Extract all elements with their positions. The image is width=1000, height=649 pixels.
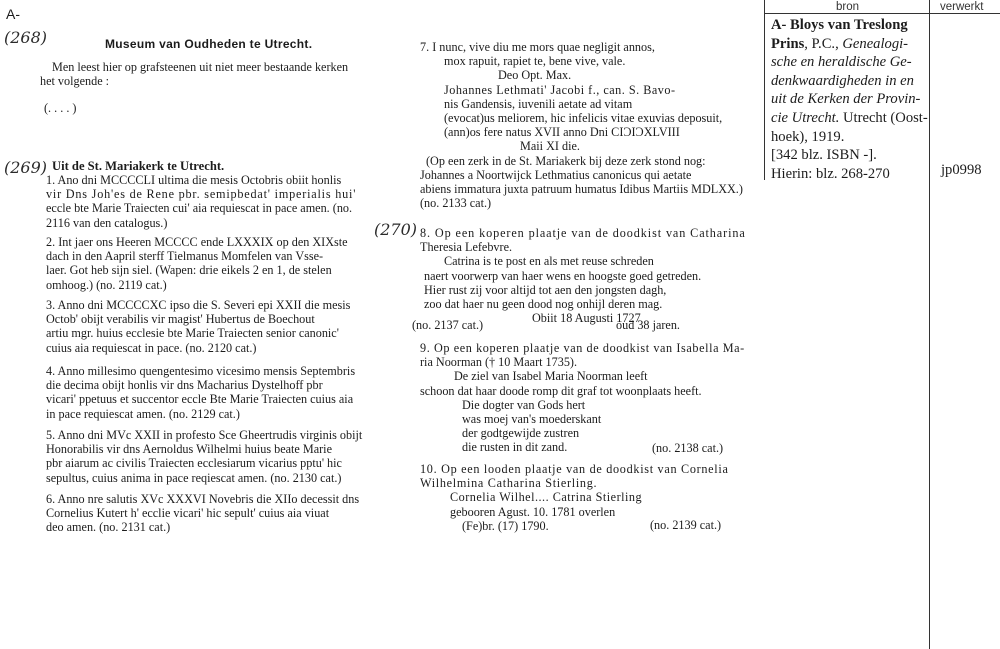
panel-left-border (764, 0, 765, 180)
entry-line: Deo Opt. Max. (498, 68, 572, 83)
corner-mark: A- (6, 6, 20, 22)
entry-line: eccle bte Marie Traiecten cui' aia requiescat in pace amen. (no. (46, 201, 353, 216)
margin-page-note-270: (270) (374, 220, 418, 239)
entry-line: deo amen. (no. 2131 cat.) (46, 520, 171, 535)
museum-title: Museum van Oudheden te Utrecht. (105, 37, 313, 51)
source-line: sche en heraldische Ge- (771, 54, 912, 71)
entry-line: schoon dat haar doode romp dit graf tot woonplaats heeft. (420, 383, 702, 398)
header-verwerkt: verwerkt (940, 1, 984, 13)
entry-line: Cornelius Kutert h' ecclie vicari' hic sepult' cuius aia viuat (46, 506, 330, 521)
margin-page-note-269: (269) (4, 158, 48, 177)
entry-line: 2. Int jaer ons Heeren MCCCC ende LXXXIX op den XIXste (46, 235, 348, 249)
entry-8 (420, 226, 746, 325)
source-line: hoek), 1919. (771, 128, 845, 145)
margin-page-note-268: (268) (4, 28, 48, 47)
source-line: uit de Kerken der Provin- (771, 91, 921, 108)
entry-line: mox rapuit, rapiet te, bene vive, vale. (444, 54, 626, 69)
entry-line: De ziel van Isabel Maria Noorman leeft (454, 369, 648, 384)
entry-8-cat: (no. 2137 cat.) (412, 318, 484, 332)
source-line: cie Utrecht. Utrecht (Oost- (771, 109, 928, 126)
entry-line: (evocat)us meliorem, hic infelicis vitae exuvias deposuit, (444, 111, 723, 126)
entry-9-cat: (no. 2138 cat.) (652, 441, 724, 455)
entry-4 (46, 364, 355, 421)
entry-line: 3. Anno dni MCCCCXC ipso die S. Severi epi XXII die mesis (46, 298, 351, 312)
entry-5 (46, 428, 362, 485)
entry-line: 7. I nunc, vive diu me mors quae negligit annos, (420, 40, 655, 54)
entry-line: Wilhelmina Catharina Stierling. (420, 476, 598, 491)
intro-line: het volgende : (40, 74, 110, 89)
entry-line: was moej van's moederskant (462, 412, 602, 427)
entry-9 (420, 341, 745, 455)
entry-line: vicari' ppetuus et succentor eccle Bte Marie Traiecten cuius aia (46, 392, 354, 407)
entry-line: Hier rust zij voor altijd tot aen den jongsten dagh, (424, 282, 667, 297)
entry-line: die rusten in dit zand. (462, 440, 568, 455)
entry-line: Cornelia Wilhel.... Catrina Stierling (450, 490, 643, 505)
entry-1 (46, 173, 356, 230)
entry-line: 9. Op een koperen plaatje van de doodkist van Isabella Ma- (420, 341, 745, 355)
entry-line: 6. Anno nre salutis XVc XXXVI Novebris die XIIo decessit dns (46, 492, 360, 506)
entry-line: (Fe)br. (17) 1790. (462, 518, 549, 533)
entry-line: sepultus, cuius anima in pace reqiescat amen. (no. 2130 cat.) (46, 470, 342, 485)
entry-line: nis Gandensis, iuvenili aetate ad vitam (444, 96, 633, 111)
entry-line: Johannes Lethmati' Jacobi f., can. S. Bavo- (444, 82, 676, 97)
church-heading: Uit de St. Mariakerk te Utrecht. (52, 159, 225, 173)
entry-line: omhoog.) (no. 2119 cat.) (46, 277, 167, 292)
source-line: [342 blz. ISBN -]. (771, 147, 877, 164)
entry-6 (46, 492, 359, 535)
entry-line: 10. Op een looden plaatje van de doodkist van Cornelia (420, 462, 729, 476)
entry-line: Octob' obijt verabilis vir magist' Hubertus de Boechout (46, 312, 315, 327)
entry-line: Die dogter van Gods hert (462, 397, 586, 412)
entry-7 (420, 40, 743, 210)
entry-line: 8. Op een koperen plaatje van de doodkist van Catharina (420, 226, 746, 240)
entry-line: 1. Ano dni MCCCCLI ultima die mesis Octobris obiit honlis (46, 173, 342, 187)
intro-paragraph (40, 60, 348, 88)
entry-line: der godtgewijde zustren (462, 426, 580, 441)
source-line: denkwaardigheden in en (771, 72, 914, 89)
entry-line: Catrina is te post en als met reuse schreden (444, 254, 654, 269)
entry-line: 5. Anno dni MVc XXII in profesto Sce Gheertrudis virginis obijt (46, 428, 363, 442)
entry-line: ria Noorman († 10 Maart 1735). (420, 355, 578, 370)
entry-line: Honorabilis vir dns Aernoldus Wilhelmi huius beate Marie (46, 442, 332, 457)
entry-line: dach in den Aapril sterff Tielmanus Momfelen van Vsse- (46, 249, 324, 264)
entry-line: gebooren Agust. 10. 1781 overlen (450, 504, 616, 519)
header-bron: bron (836, 1, 860, 13)
entry-line: 4. Anno millesimo quengentesimo vicesimo mensis Septembris (46, 364, 356, 378)
processed-code: jp0998 (941, 162, 982, 178)
entry-line: naert voorwerp van haer wens en hoogste goed getreden. (424, 268, 702, 283)
entry-3 (46, 298, 350, 355)
entry-line: (ann)os fere natus XVII anno Dni CIƆIƆXLVIII (444, 125, 680, 140)
source-line: A- Bloys van Treslong (771, 17, 908, 33)
entry-line: (Op een zerk in de St. Mariakerk bij deze zerk stond nog: (426, 153, 706, 168)
intro-line: Men leest hier op grafsteenen uit niet meer bestaande kerken (52, 60, 349, 74)
ellipsis: (. . . . ) (44, 101, 77, 115)
entry-line: Johannes a Noortwijck Lethmatius canonicus qui aetate (420, 167, 692, 182)
entry-line: in pace requiescat amen. (no. 2129 cat.) (46, 406, 240, 421)
entry-2 (46, 235, 348, 292)
entry-line: die decima obijt honlis vir dns Macharius Dystelhoff pbr (46, 378, 323, 393)
entry-line: zoo dat haer nu geen dood nog onhijl deren mag. (424, 297, 663, 312)
entry-line: pbr aiarum ac civilis Traiecten ecclesiarum vicarius pptu' hic (46, 456, 342, 471)
entry-line: Obiit 18 Augusti 1727 (532, 311, 641, 326)
source-line: Hierin: blz. 268-270 (771, 165, 890, 182)
entry-line: laer. Got heb sijn siel. (Wapen: drie eikels 2 en 1, de stelen (46, 263, 332, 278)
entry-line: Theresia Lefebvre. (420, 240, 513, 255)
entry-line: 2116 van den catalogus.) (46, 215, 168, 230)
entry-10-cat: (no. 2139 cat.) (650, 518, 722, 532)
entry-line: Maii XI die. (520, 139, 580, 154)
source-citation (771, 16, 928, 183)
entry-line: cuius aia requiescat in pace. (no. 2120 cat.) (46, 340, 257, 355)
entry-line: vir Dns Joh'es de Rene pbr. semipbedat' imperialis hui' (46, 187, 357, 202)
entry-line: (no. 2133 cat.) (420, 196, 492, 211)
panel-header-rule (764, 13, 1000, 14)
entry-line: abiens immatura juxta patruum humatus Idibus Martiis MDLXX.) (420, 182, 743, 197)
source-line: Prins, P.C., Genealogi- (771, 35, 909, 52)
panel-column-divider (929, 0, 930, 649)
entry-line: artiu mgr. huius ecclesie bte Marie Traiecten senior canonic' (46, 326, 339, 341)
entry-8-age: oud 38 jaren. (616, 318, 680, 332)
